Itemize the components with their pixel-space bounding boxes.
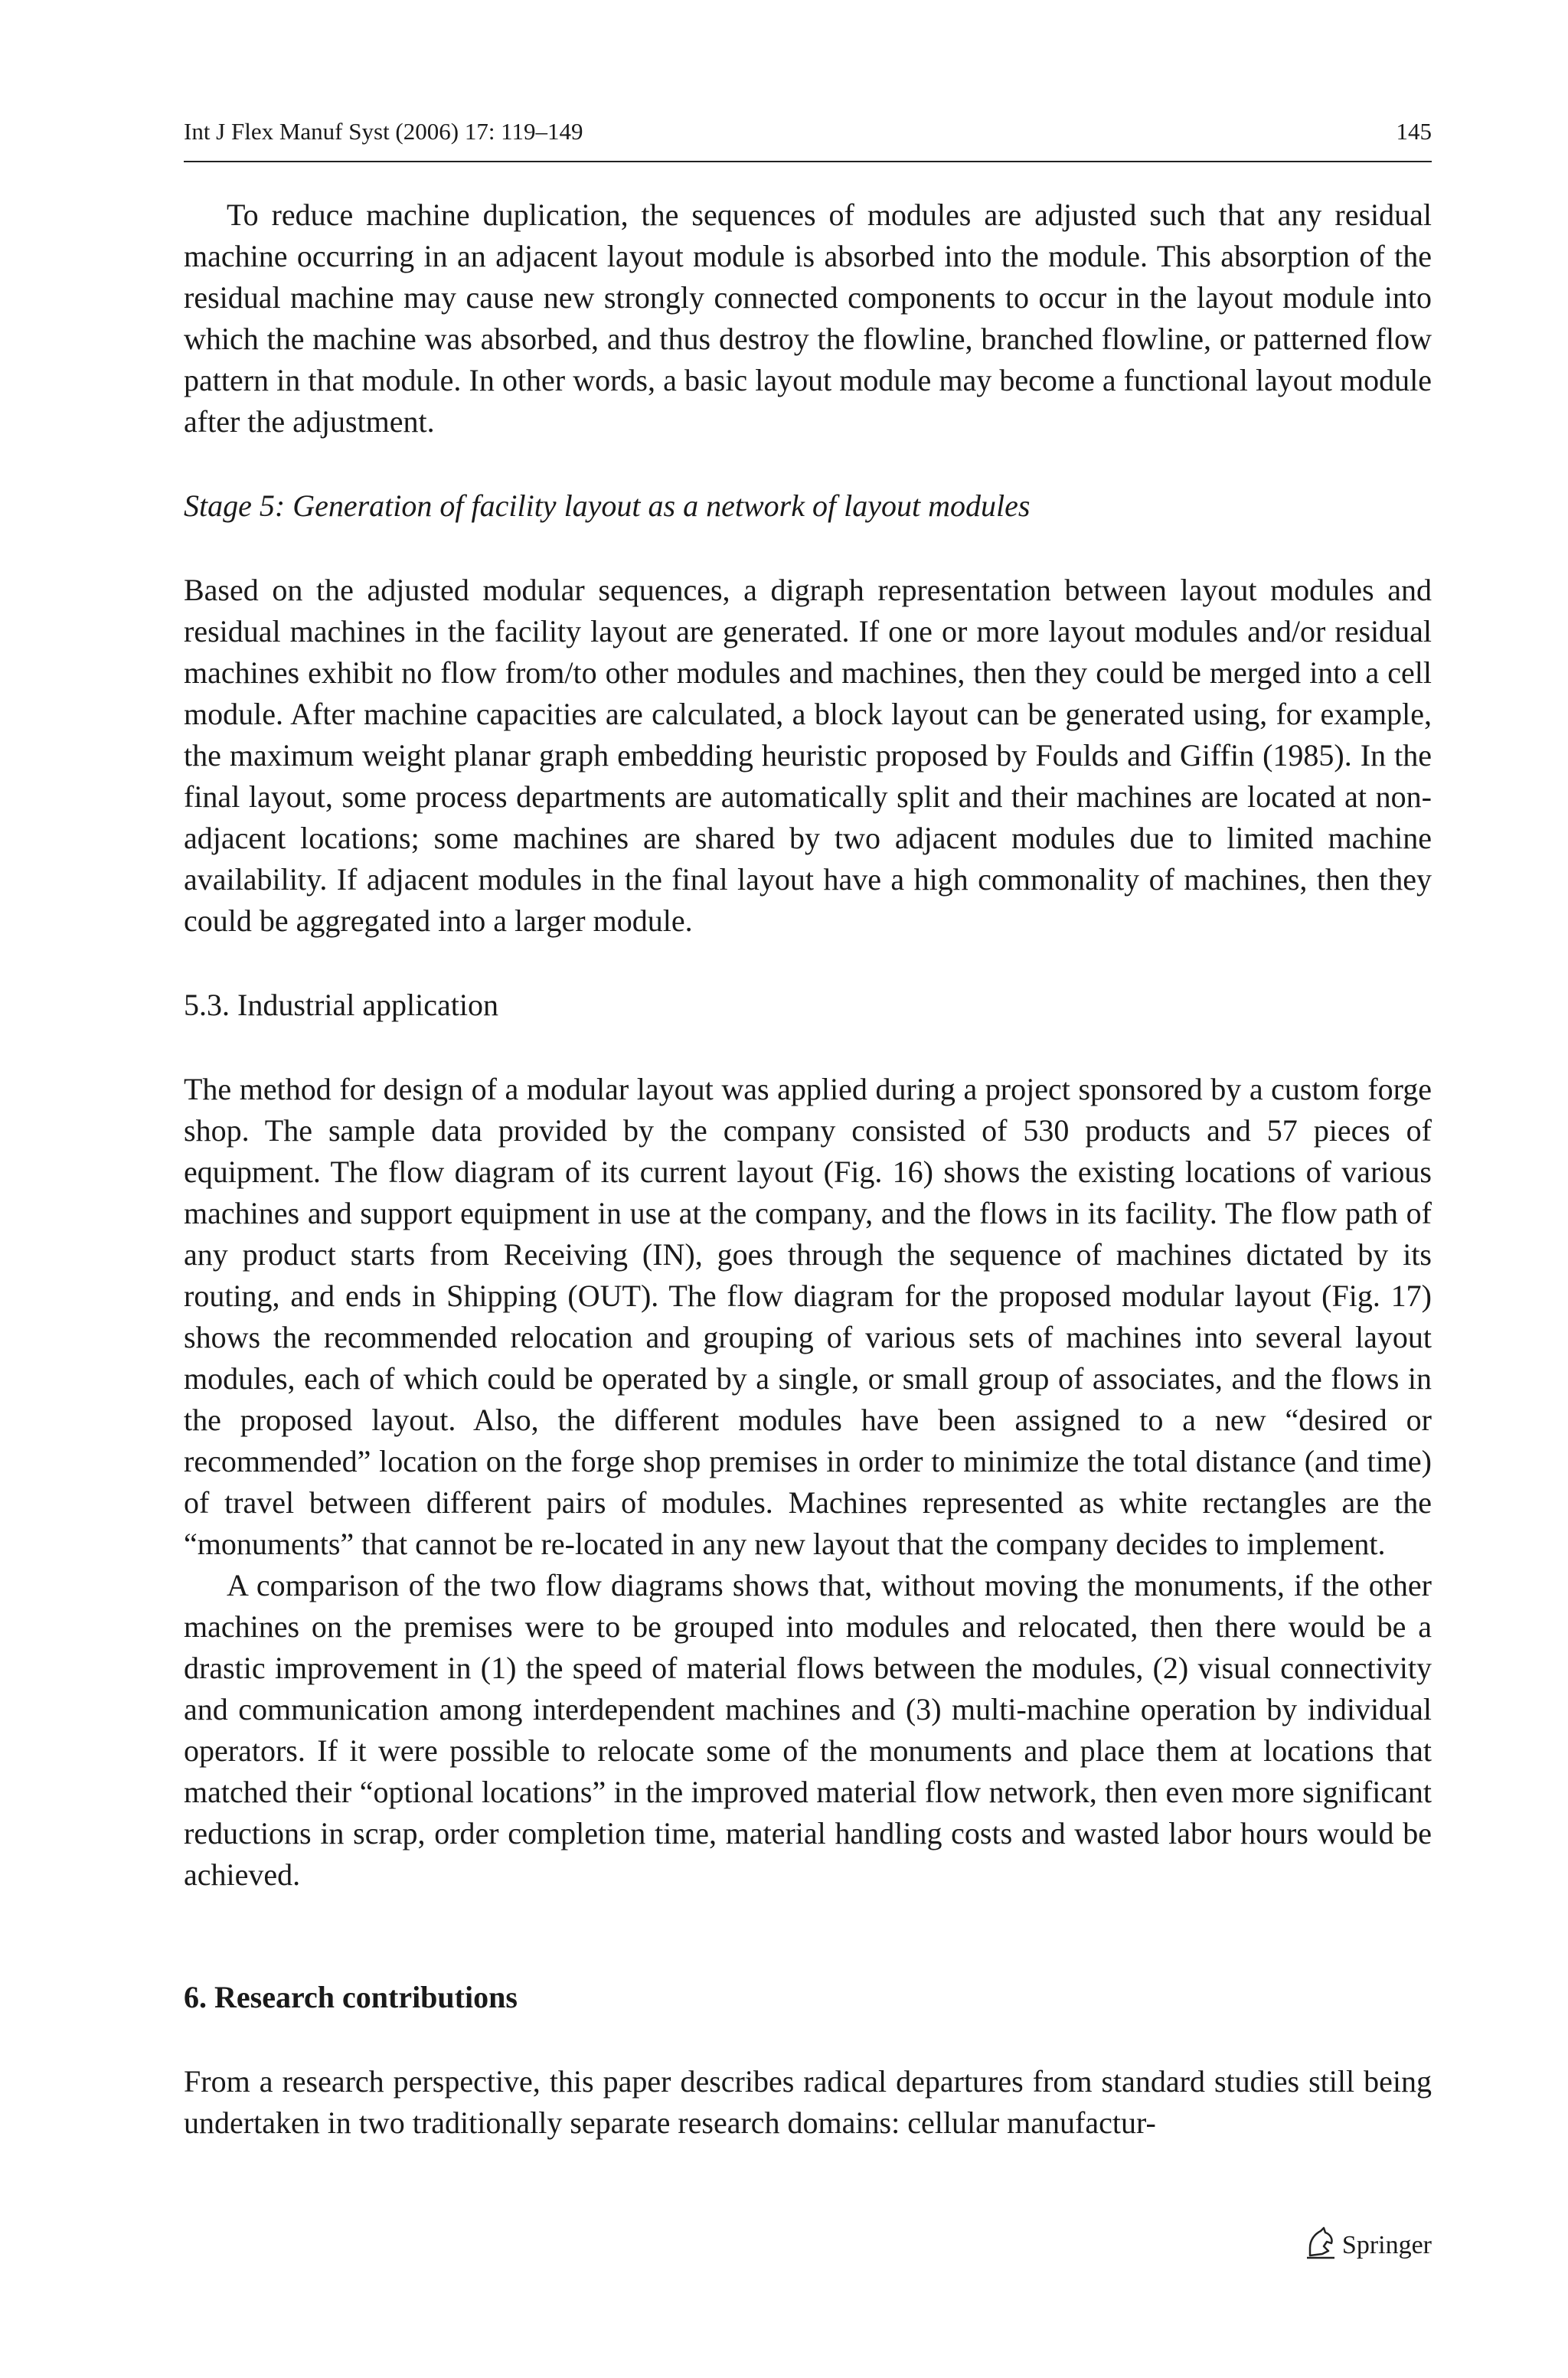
page-number: 145 [1396, 118, 1432, 145]
publisher-name: Springer [1341, 2231, 1432, 2259]
stage-5-heading: Stage 5: Generation of facility layout as a network of layout modules [184, 488, 1031, 523]
springer-horse-icon [1304, 2225, 1338, 2260]
paragraph-stage-5: Based on the adjusted modular sequences, a digraph representation between layout modules and residual machines in the facility layout are generated. If one or more layout modules and/or residual machines exhibit no flow from/to other modules and machines, then they could be merged into a cell module. After machine capacities are calculated, a block layout can be generated using, for example, the maximum weight planar graph embedding heuristic proposed by Foulds and Giffin (1985). In the final layout, some process departments are automatically split and their machines are located at non-adjacent locations; some machines are shared by two adjacent modules due to limited machine availability. If adjacent modules in the final layout have a high commonality of machines, then they could be aggregated into a larger module. [184, 573, 1432, 938]
springer-logo [1304, 2225, 1432, 2260]
paragraph-industrial-application: The method for design of a modular layout was applied during a project sponsored by a custom forge shop. The sample data provided by the company consisted of 530 products and 57 pieces of equipment. The flow diagram of its current layout (Fig. 16) shows the existing locations of various machines and support equipment in use at the company, and the flows in its facility. The flow path of any product starts from Receiving (IN), goes through the sequence of machines dictated by its routing, and ends in Shipping (OUT). The flow diagram for the proposed modular layout (Fig. 17) shows the recommended relocation and grouping of various sets of machines into several layout modules, each of which could be operated by a single, or small group of associates, and the flows in the proposed layout. Also, the different modules have been assigned to a new “desired or recommended” location on the forge shop premises in order to minimize the total distance (and time) of travel between different pairs of modules. Machines represented as white rectangles are the “monuments” that cannot be re-located in any new layout that the company decides to implement. [184, 1072, 1432, 1561]
paragraph-residual-machine: To reduce machine duplication, the sequences of modules are adjusted such that any residual machine occurring in an adjacent layout module is absorbed into the module. This absorption of the residual machine may cause new strongly connected components to occur in the layout module into which the machine was absorbed, and thus destroy the flowline, branched flowline, or patterned flow pattern in that module. In other words, a basic layout module may become a functional layout module after the adjustment. [184, 198, 1432, 439]
journal-citation: Int J Flex Manuf Syst (2006) 17: 119–149 [184, 118, 583, 145]
section-6-heading: 6. Research contributions [184, 1980, 518, 2014]
paragraph-research-contributions: From a research perspective, this paper describes radical departures from standard studies still being undertaken in two traditionally separate research domains: cellular manufactur- [184, 2064, 1432, 2140]
section-5-3-heading: 5.3. Industrial application [184, 988, 499, 1022]
paragraph-comparison: A comparison of the two flow diagrams shows that, without moving the monuments, if the other machines on the premises were to be grouped into modules and relocated, then there would be a drastic improvement in (1) the speed of material flows between the modules, (2) visual connectivity and communication among interdependent machines and (3) multi-machine operation by individual operators. If it were possible to relocate some of the monuments and place them at locations that matched their “optional locations” in the improved material flow network, then even more significant reductions in scrap, order completion time, material handling costs and wasted labor hours would be achieved. [184, 1568, 1432, 1892]
running-head [184, 115, 1432, 162]
paper-page [184, 115, 1432, 2144]
